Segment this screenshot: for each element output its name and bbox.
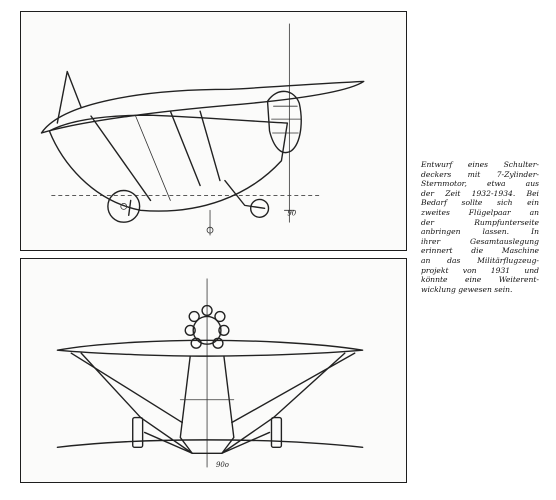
caption-line: könnte eine Weiterent- [421, 275, 539, 285]
caption-line: wicklung gewesen sein. [421, 284, 513, 294]
caption-line: deckers mit 7-Zylinder- [421, 169, 539, 179]
caption-line: ihrer Gesamtauslegung [421, 236, 539, 246]
side-view-drawing [20, 11, 407, 251]
front-view-drawing [20, 258, 407, 483]
caption-line: Bedarf sollte sich ein [421, 198, 539, 208]
figure-caption [421, 160, 539, 294]
front-view-dimension: 90o [215, 461, 229, 470]
caption-line: projekt von 1931 und [421, 265, 539, 275]
caption-line: der Zeit 1932-1934. Bei [421, 188, 539, 198]
caption-line: anbringen lassen. In [421, 227, 539, 237]
caption-line: Sternmotor, etwa aus [421, 179, 539, 189]
caption-line: an das Militärflugzeug- [421, 255, 539, 265]
front-view-sketch [21, 259, 406, 482]
side-view-sketch [21, 12, 406, 250]
caption-line: erinnert die Maschine [421, 246, 539, 256]
side-view-dimension: 90 [287, 209, 297, 218]
caption-line: zweites Flügelpaar an [421, 207, 539, 217]
caption-line: Entwurf eines Schulter- [421, 160, 539, 169]
caption-line: der Rumpfunterseite [421, 217, 539, 227]
